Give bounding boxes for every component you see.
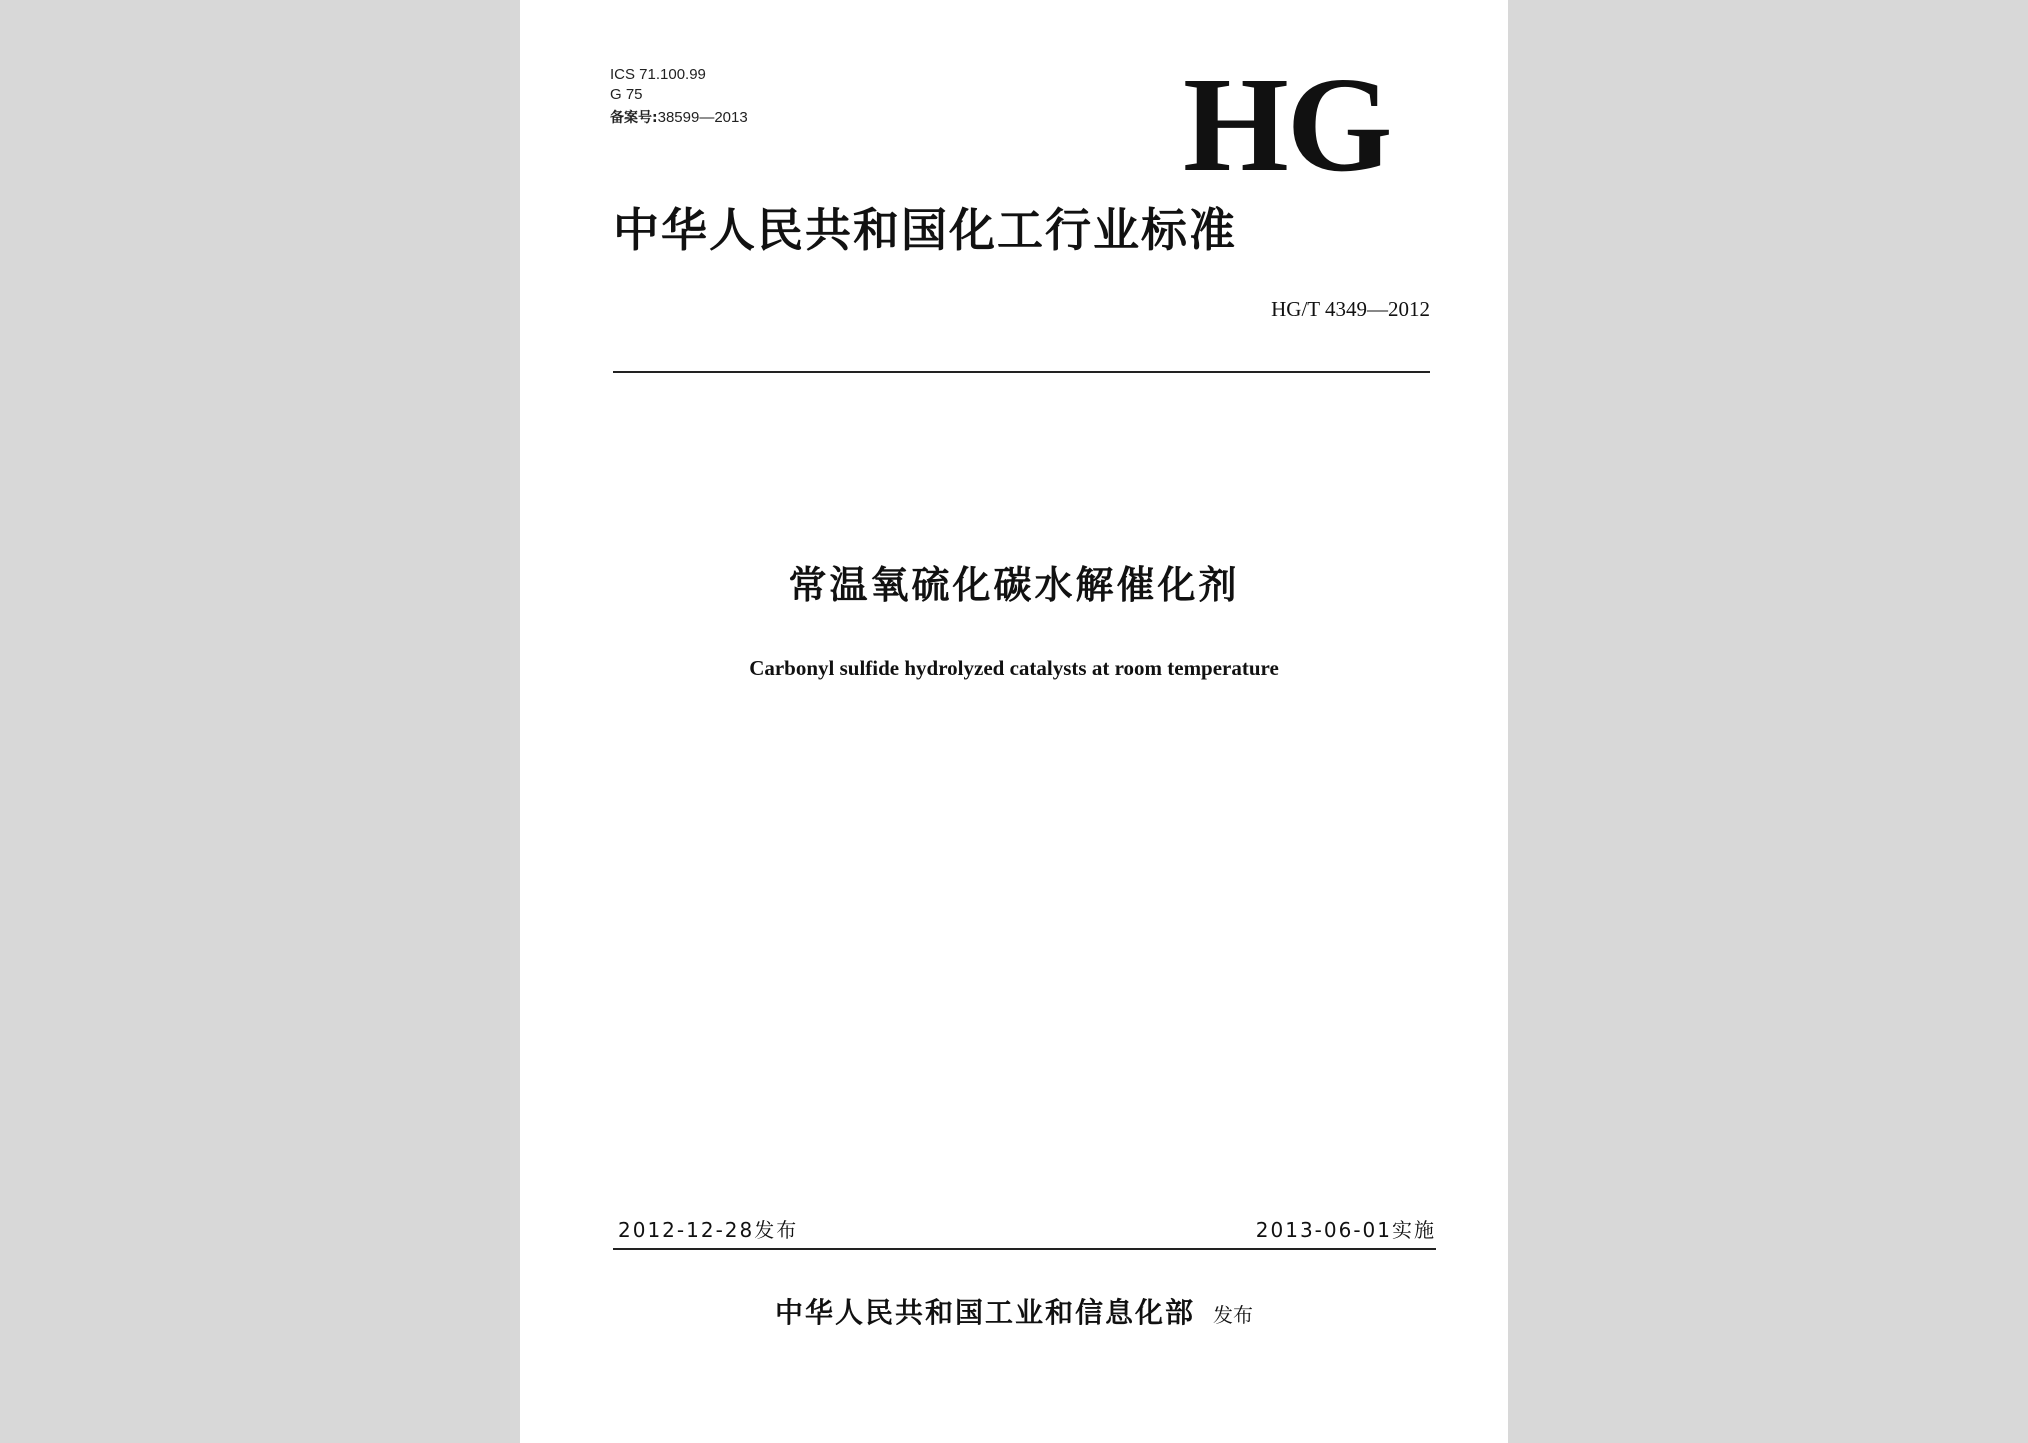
top-divider xyxy=(613,371,1430,373)
issue-date-line xyxy=(618,1216,798,1244)
record-number: 38599—2013 xyxy=(657,109,748,126)
publisher-name: 中华人民共和国工业和信息化部 xyxy=(774,1296,1195,1329)
issue-date: 2012-12-28 xyxy=(618,1218,755,1242)
publisher-suffix: 发布 xyxy=(1213,1303,1253,1327)
document-title-chinese: 常温氧硫化碳水解催化剂 xyxy=(788,563,1240,607)
cover-page xyxy=(520,0,1508,1443)
bottom-divider xyxy=(613,1248,1436,1250)
ics-code: ICS 71.100.99 xyxy=(610,66,706,83)
ccs-code: G 75 xyxy=(610,86,643,103)
organization-title: 中华人民共和国化工行业标准 xyxy=(613,203,1237,257)
standard-number: HG/T 4349—2012 xyxy=(1271,297,1430,321)
standard-mark: HG xyxy=(1183,50,1391,200)
document-title-english: Carbonyl sulfide hydrolyzed catalysts at room temperature xyxy=(749,656,1279,680)
implement-suffix: 实施 xyxy=(1392,1218,1436,1242)
implement-date-line xyxy=(1256,1216,1436,1244)
publisher-line xyxy=(520,1293,1508,1335)
implement-date: 2013-06-01 xyxy=(1255,1218,1392,1242)
record-number-line xyxy=(610,108,748,128)
issue-suffix: 发布 xyxy=(754,1218,799,1242)
record-number-label: 备案号: xyxy=(610,110,658,126)
